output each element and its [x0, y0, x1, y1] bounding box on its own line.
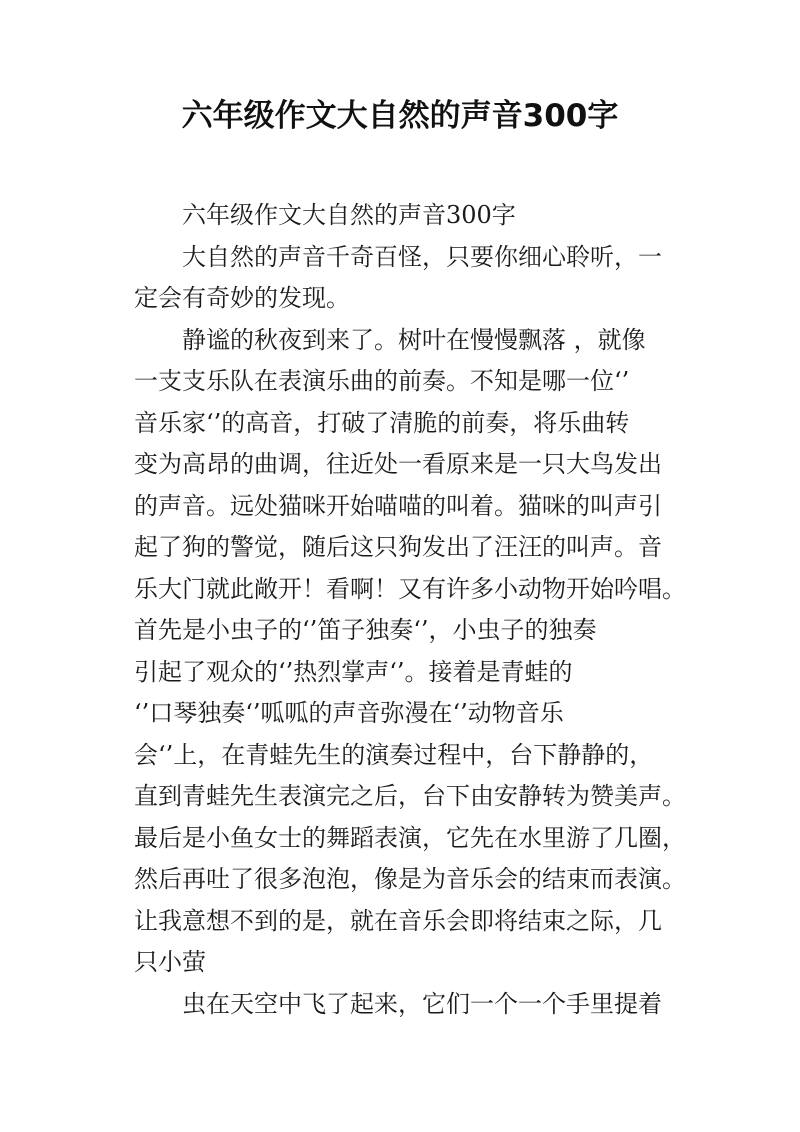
paragraph-line: 只小萤 [134, 948, 206, 976]
paragraph-line: ‘’口琴独奏‘’呱呱的声音弥漫在‘’动物音乐 [134, 699, 564, 727]
paragraph-line: 大自然的声音千奇百怪，只要你细心聆听，一 [182, 242, 662, 271]
paragraph-line: 虫在天空中飞了起来，它们一个一个手里提着 [182, 989, 662, 1018]
essay-body [134, 195, 686, 1025]
paragraph-line: 首先是小虫子的‘’笛子独奏‘’，小虫子的独奏 [134, 616, 597, 644]
paragraph-line: 起了狗的警觉，随后这只狗发出了汪汪的叫声。音 [134, 533, 662, 561]
paragraph-line: 定会有奇妙的发现。 [134, 284, 350, 312]
essay-subtitle: 六年级作文大自然的声音300字 [182, 201, 516, 229]
paragraph-line: 静谧的秋夜到来了。树叶在慢慢飘落 ，就像 [182, 325, 646, 354]
paragraph-line: 直到青蛙先生表演完之后，台下由安静转为赞美声。 [134, 782, 686, 810]
paragraph-line: 的声音。远处猫咪开始喵喵的叫着。猫咪的叫声引 [134, 491, 662, 520]
paragraph-line: 音乐家‘’的高音，打破了清脆的前奏，将乐曲转 [134, 408, 630, 437]
paragraph-line: 变为高昂的曲调，往近处一看原来是一只大鸟发出 [134, 450, 662, 478]
paragraph-line: 会‘’上，在青蛙先生的演奏过程中，台下静静的， [134, 740, 654, 769]
paragraph-line: 一支支乐队在表演乐曲的前奏。不知是哪一位‘’ [134, 367, 630, 395]
paragraph-line: 最后是小鱼女士的舞蹈表演，它先在水里游了几圈， [134, 823, 686, 852]
paragraph-line: 引起了观众的‘’热烈掌声‘’。接着是青蛙的 [134, 657, 573, 686]
page-title: 六年级作文大自然的声音300字 [181, 98, 619, 134]
paragraph-line: 然后再吐了很多泡泡，像是为音乐会的结束而表演。 [134, 865, 686, 893]
paragraph-line: 乐大门就此敞开！看啊！又有许多小动物开始吟唱。 [134, 574, 686, 603]
paragraph-line: 让我意想不到的是，就在音乐会即将结束之际，几 [134, 906, 662, 935]
